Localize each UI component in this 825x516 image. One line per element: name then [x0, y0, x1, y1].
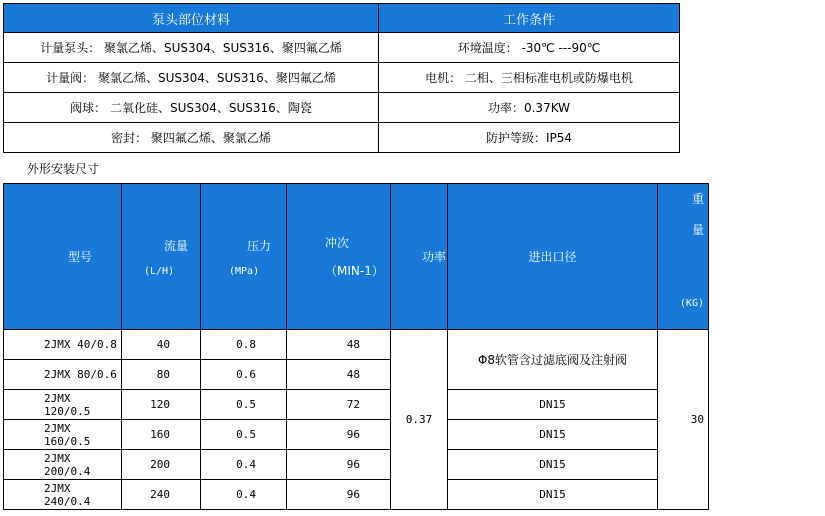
- flow-cell: 160: [122, 420, 201, 450]
- model-cell: 2JMX 40/0.8: [4, 330, 122, 360]
- table-row: [4, 450, 709, 480]
- header-weight: [658, 184, 709, 330]
- materials-row: [4, 123, 680, 153]
- header-port: 进出口径: [448, 184, 658, 330]
- table-row: [4, 390, 709, 420]
- materials-header-row: [4, 4, 680, 33]
- stroke-cell: 96: [287, 450, 391, 480]
- header-flow: [122, 184, 201, 330]
- header-stroke: [287, 184, 391, 330]
- flow-cell: 240: [122, 480, 201, 510]
- port-cell: DN15: [448, 420, 658, 450]
- model-cell: 2JMX 160/0.5: [4, 420, 122, 450]
- stroke-cell: 48: [287, 330, 391, 360]
- header-flow-unit: (L/H): [144, 265, 175, 277]
- header-weight-unit: (KG): [679, 298, 704, 309]
- pressure-cell: 0.5: [201, 420, 287, 450]
- stroke-cell: 48: [287, 360, 391, 390]
- header-pressure-label: 压力: [247, 238, 272, 253]
- header-flow-label: 流量: [164, 238, 189, 253]
- header-power: 功率: [391, 184, 448, 330]
- materials-row: [4, 63, 680, 93]
- power-cell: 0.37: [391, 330, 448, 510]
- header-weight-char-2: 量: [691, 223, 704, 237]
- table-row: [4, 420, 709, 450]
- section-title: 外形安装尺寸: [27, 162, 100, 176]
- materials-row: [4, 33, 680, 63]
- stroke-cell: 72: [287, 390, 391, 420]
- dimensions-header-row: [4, 184, 709, 330]
- port-cell: DN15: [448, 480, 658, 510]
- pressure-cell: 0.5: [201, 390, 287, 420]
- material-cell: 计量阀： 聚氯乙烯、SUS304、SUS316、聚四氟乙烯: [4, 63, 379, 93]
- header-model: 型号: [4, 184, 122, 330]
- header-weight-char-1: 重: [691, 192, 704, 206]
- port-cell: DN15: [448, 450, 658, 480]
- header-pressure: [201, 184, 287, 330]
- materials-header-right: 工作条件: [379, 4, 680, 33]
- flow-cell: 120: [122, 390, 201, 420]
- condition-cell: 电机： 二相、三相标准电机或防爆电机: [379, 63, 680, 93]
- material-cell: 密封： 聚四氟乙烯、聚氯乙烯: [4, 123, 379, 153]
- header-pressure-unit: (MPa): [229, 265, 260, 277]
- table-row: [4, 480, 709, 510]
- material-cell: 计量泵头： 聚氯乙烯、SUS304、SUS316、聚四氟乙烯: [4, 33, 379, 63]
- condition-cell: 防护等级：IP54: [379, 123, 680, 153]
- stroke-cell: 96: [287, 420, 391, 450]
- materials-table: [3, 3, 680, 153]
- pressure-cell: 0.6: [201, 360, 287, 390]
- pressure-cell: 0.4: [201, 450, 287, 480]
- flow-cell: 40: [122, 330, 201, 360]
- model-cell: 2JMX 200/0.4: [4, 450, 122, 480]
- flow-cell: 80: [122, 360, 201, 390]
- model-cell: 2JMX 80/0.6: [4, 360, 122, 390]
- port-cell: DN15: [448, 390, 658, 420]
- condition-cell: 功率：0.37KW: [379, 93, 680, 123]
- model-cell: 2JMX 120/0.5: [4, 390, 122, 420]
- weight-cell: 30: [658, 330, 709, 510]
- table-row: [4, 330, 709, 360]
- model-cell: 2JMX 240/0.4: [4, 480, 122, 510]
- port-cell: Φ8软管含过滤底阀及注射阀: [448, 330, 658, 390]
- header-stroke-label: 冲次（MIN-1）: [325, 235, 384, 278]
- stroke-cell: 96: [287, 480, 391, 510]
- condition-cell: 环境温度： -30℃ ---90℃: [379, 33, 680, 63]
- flow-cell: 200: [122, 450, 201, 480]
- materials-row: [4, 93, 680, 123]
- material-cell: 阀球： 二氧化硅、SUS304、SUS316、陶瓷: [4, 93, 379, 123]
- pressure-cell: 0.4: [201, 480, 287, 510]
- materials-header-left: 泵头部位材料: [4, 4, 379, 33]
- pressure-cell: 0.8: [201, 330, 287, 360]
- dimensions-table: [3, 183, 709, 510]
